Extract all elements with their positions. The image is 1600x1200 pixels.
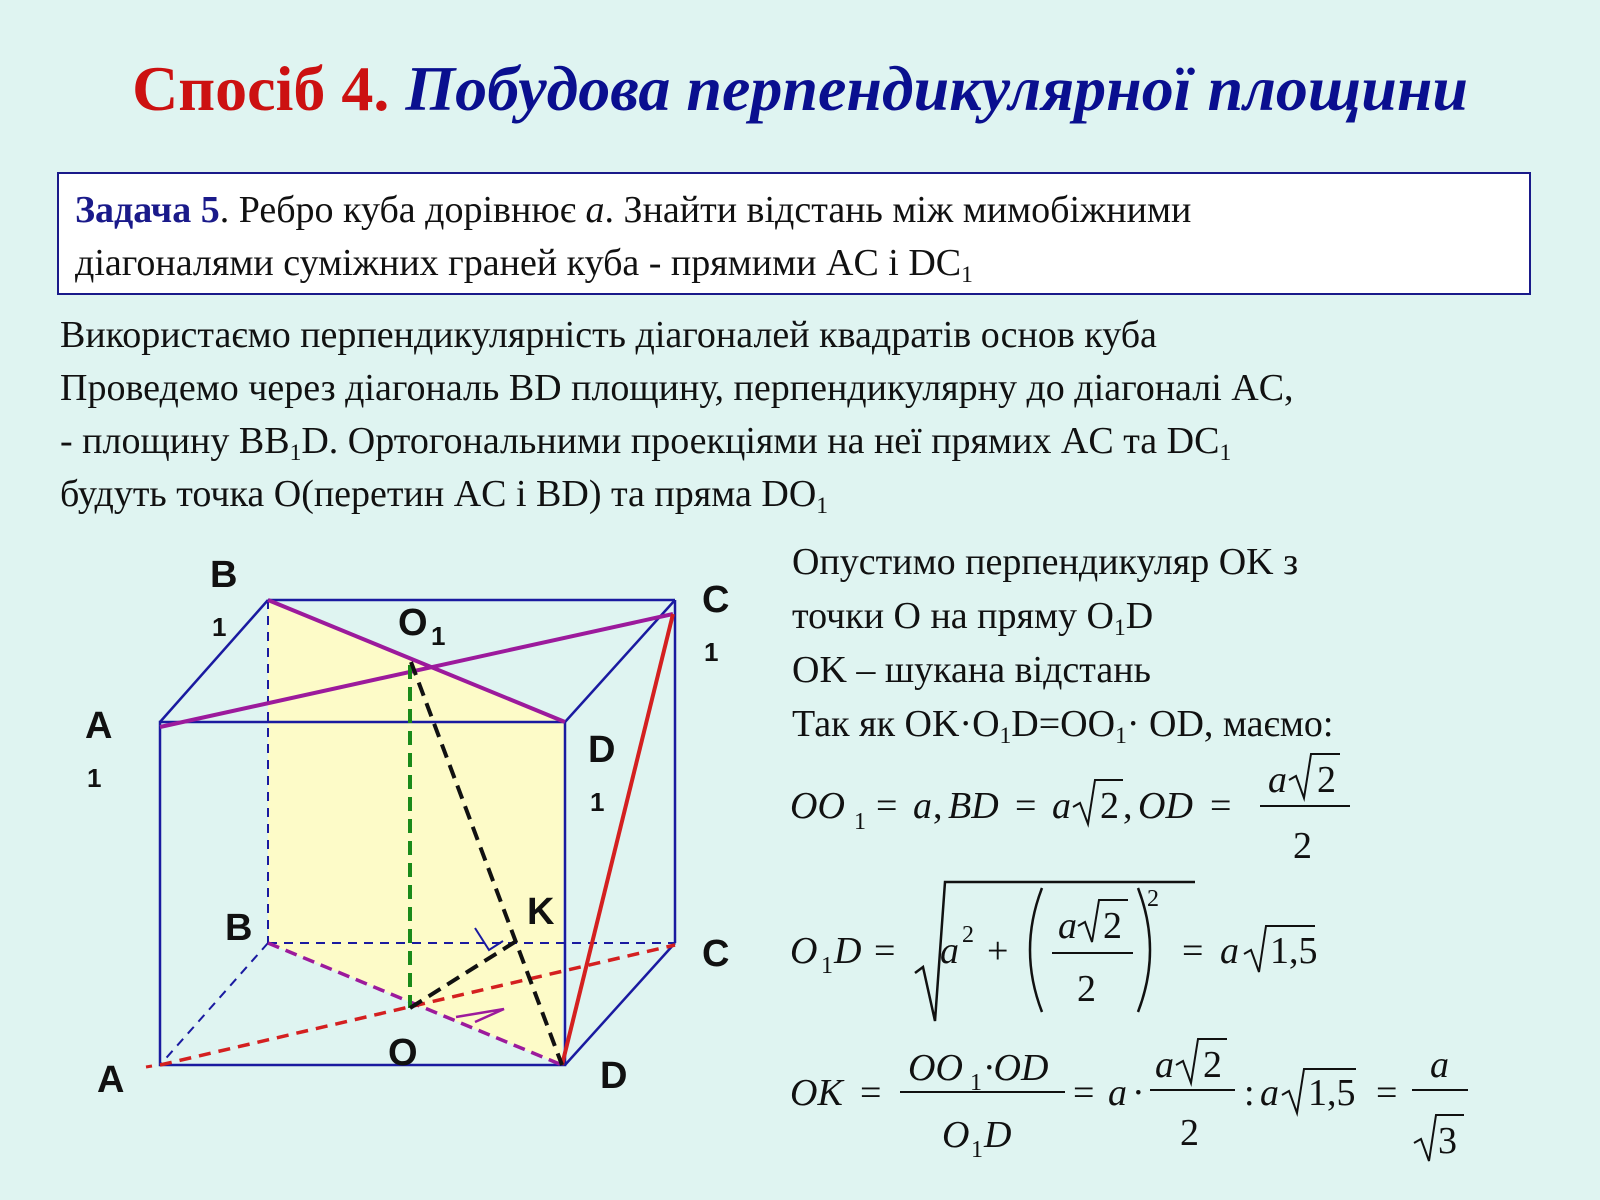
explanation-line-2: Проведемо через діагональ BD площину, перпендикулярну до діагоналі AC, [60, 367, 1294, 409]
explanation-line-3: - площину $BB_1D$. Ортогональними проекціями на неї прямих AC та $DC_1$ [60, 420, 1232, 467]
label-a1-sub: 1 [87, 763, 102, 793]
svg-text:1: 1 [970, 1070, 982, 1096]
svg-text:O: O [790, 930, 818, 972]
label-c1: C [702, 579, 730, 621]
label-c1-sub: 1 [704, 637, 719, 667]
label-d1-sub: 1 [590, 787, 605, 817]
solution-text [792, 535, 1572, 751]
svg-text:3: 3 [1438, 1120, 1457, 1162]
title-method: Спосіб 4. [132, 53, 390, 124]
svg-text:1: 1 [854, 809, 866, 835]
solution-line-4: Так як $OK\cdot O_1D=OO_1\cdot$ OD, маємо: [792, 703, 1334, 750]
svg-text:a: a [1268, 759, 1287, 801]
svg-text:2: 2 [1147, 886, 1159, 912]
task-label: Задача 5 [75, 189, 220, 231]
svg-text:·OD: ·OD [984, 1047, 1049, 1089]
svg-text:,: , [1123, 785, 1133, 827]
svg-text:1,5: 1,5 [1270, 930, 1318, 972]
svg-text:OO: OO [790, 785, 845, 827]
svg-text:=: = [1376, 1072, 1398, 1114]
formula-1 [790, 750, 1380, 880]
task-edge-var: a [585, 189, 605, 231]
label-b1: B [210, 554, 238, 596]
svg-text:=: = [1073, 1072, 1095, 1114]
label-o1: O [398, 602, 428, 644]
svg-text:BD: BD [948, 785, 999, 827]
svg-text:1: 1 [821, 953, 833, 979]
solution-line-1: Опустимо перпендикуляр OK з [792, 541, 1299, 583]
svg-text:=: = [860, 1072, 882, 1114]
svg-text:·: · [1132, 1072, 1145, 1114]
slide-title [0, 52, 1600, 126]
formula-3 [790, 1035, 1510, 1200]
task-line-1 [75, 184, 1513, 237]
svg-text:O: O [942, 1114, 970, 1156]
svg-text:=: = [1015, 785, 1037, 827]
task-text-2: . Знайти відстань між мимобіжними [604, 189, 1192, 231]
svg-text:1,5: 1,5 [1308, 1072, 1356, 1114]
cube-figure [0, 530, 760, 1130]
label-a: A [97, 1059, 125, 1101]
svg-text:a: a [1108, 1072, 1127, 1114]
svg-text:2: 2 [962, 922, 974, 948]
solution-line-2: точки O на пряму $O_1D$ [792, 595, 1154, 642]
explanation-paragraph [60, 309, 1560, 521]
svg-text::: : [1244, 1072, 1255, 1114]
svg-text:a: a [913, 785, 932, 827]
svg-text:2: 2 [1103, 905, 1122, 947]
svg-text:a: a [1260, 1072, 1279, 1114]
svg-text:OD: OD [1138, 785, 1193, 827]
svg-text:2: 2 [1203, 1044, 1222, 1086]
svg-text:D: D [984, 1114, 1012, 1156]
label-c: C [702, 933, 730, 975]
task-line-2: діагоналями суміжних граней куба - прямими AC і $DC_1$ [75, 242, 973, 289]
svg-text:=: = [876, 785, 898, 827]
svg-text:+: + [987, 930, 1009, 972]
svg-text:a: a [1058, 905, 1077, 947]
title-subject: Побудова перпендикулярної площини [405, 53, 1468, 124]
svg-text:a: a [1052, 785, 1071, 827]
svg-text:OK: OK [790, 1072, 843, 1114]
label-d: D [600, 1055, 628, 1097]
svg-text:OO: OO [908, 1047, 963, 1089]
task-text-1: . Ребро куба дорівнює [219, 189, 586, 231]
svg-text:2: 2 [1100, 785, 1119, 827]
svg-text:1: 1 [971, 1137, 983, 1163]
label-a1: A [85, 705, 113, 747]
svg-text:2: 2 [1180, 1112, 1199, 1154]
label-d1: D [588, 729, 616, 771]
explanation-line-4: будуть точка O(перетин AC і BD) та пряма $DO_1$ [60, 473, 829, 520]
explanation-line-1: Використаємо перпендикулярність діагоналей квадратів основ куба [60, 314, 1157, 356]
svg-text:D: D [834, 930, 862, 972]
svg-text:a: a [1220, 930, 1239, 972]
label-k: K [527, 891, 555, 933]
tick-a [146, 1066, 152, 1067]
label-b: B [225, 907, 253, 949]
label-o1-sub: 1 [431, 621, 446, 651]
formula-2 [790, 878, 1350, 1028]
svg-text:2: 2 [1293, 825, 1312, 867]
svg-text:=: = [1182, 930, 1204, 972]
label-o: O [388, 1032, 418, 1074]
label-b1-sub: 1 [212, 612, 227, 642]
svg-text:=: = [874, 930, 896, 972]
svg-text:2: 2 [1317, 759, 1336, 801]
svg-text:a: a [1430, 1044, 1449, 1086]
svg-text:=: = [1210, 785, 1232, 827]
svg-text:a: a [940, 930, 959, 972]
segment-dc1 [562, 614, 673, 1065]
svg-text:2: 2 [1077, 968, 1096, 1010]
svg-text:a: a [1155, 1044, 1174, 1086]
task-box [57, 172, 1531, 295]
svg-text:,: , [933, 785, 943, 827]
solution-line-3: OK – шукана відстань [792, 649, 1151, 691]
